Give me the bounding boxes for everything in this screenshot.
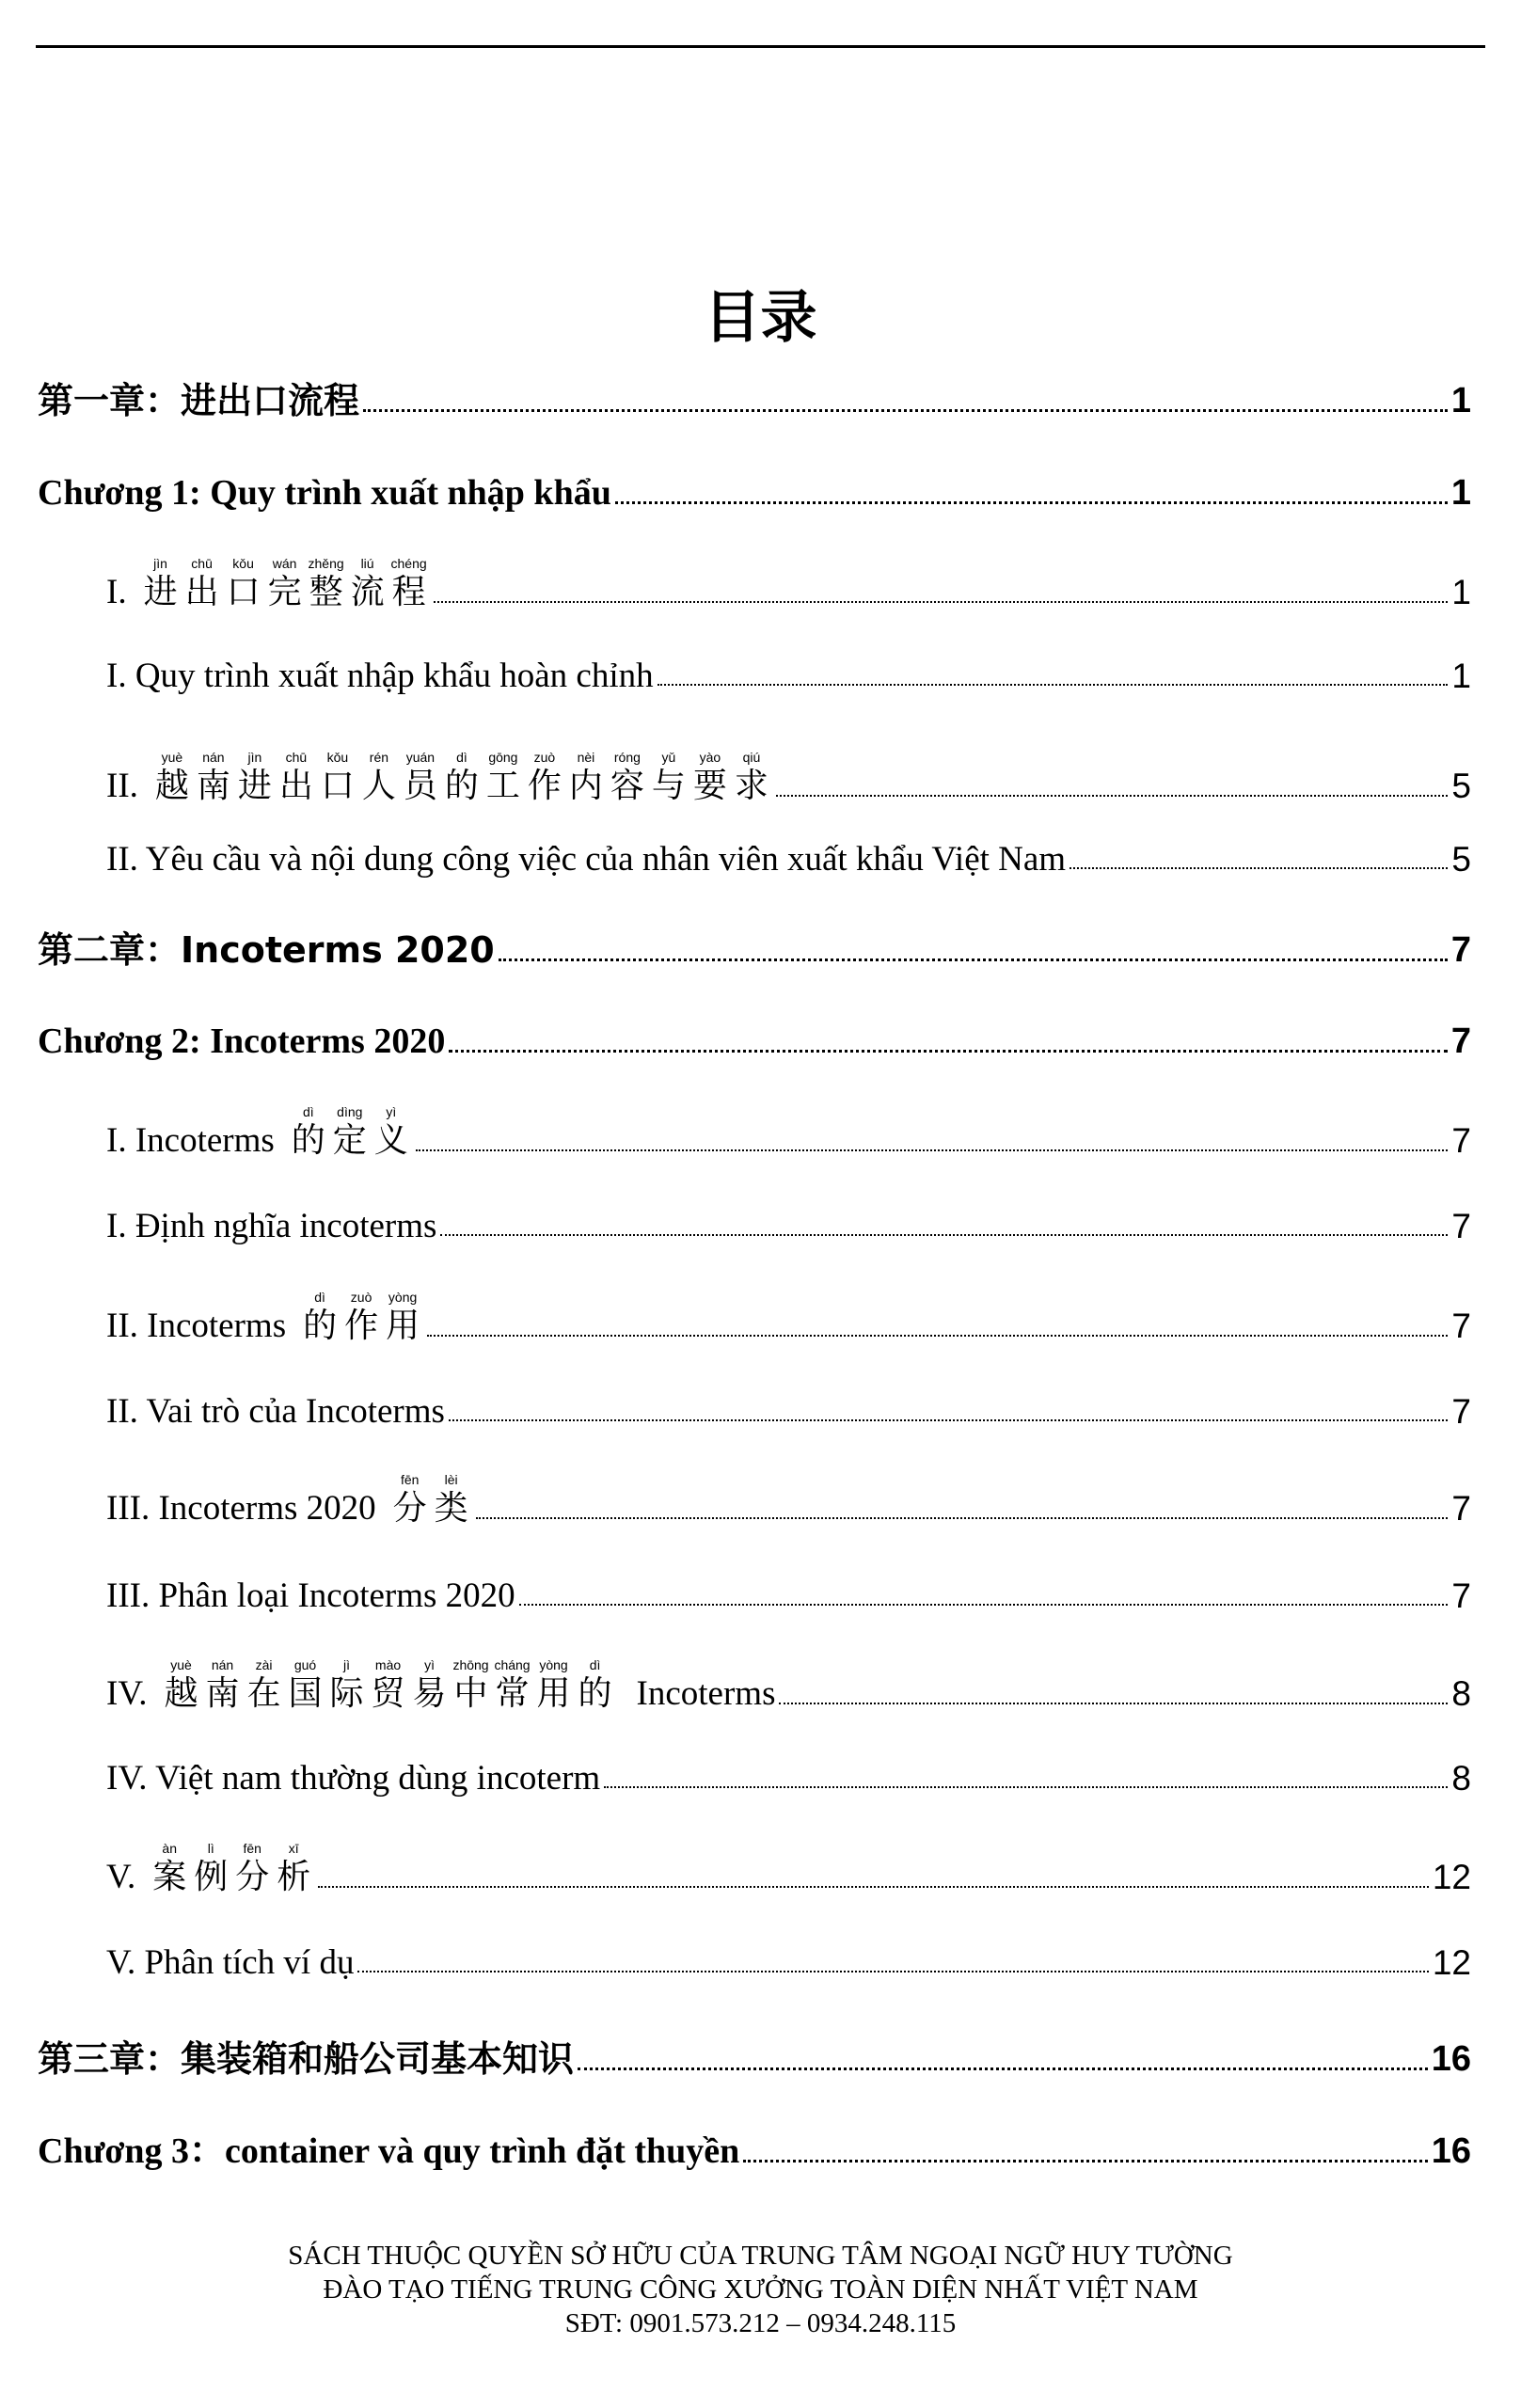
chinese-character: 易 xyxy=(412,1674,447,1713)
annotated-character xyxy=(264,555,306,613)
pinyin: kǒu xyxy=(232,556,254,571)
toc-entry-text xyxy=(106,749,772,807)
footer xyxy=(0,2239,1521,2340)
chinese-character: 作 xyxy=(527,767,562,805)
pinyin-annotated-chinese xyxy=(389,1471,472,1529)
toc-entry[interactable] xyxy=(106,540,1471,613)
pinyin: dì xyxy=(302,1104,314,1119)
chinese-character: 程 xyxy=(391,573,426,611)
pinyin: zhěng xyxy=(308,556,344,571)
chinese-character: 的 xyxy=(444,767,479,805)
annotated-character xyxy=(347,555,388,613)
chinese-character: 类 xyxy=(434,1489,468,1528)
annotated-character xyxy=(382,1289,423,1347)
annotated-character xyxy=(149,1840,190,1898)
pinyin: xī xyxy=(288,1841,299,1856)
annotated-character xyxy=(306,555,347,613)
toc-entry-text: IV. Việt nam thường dùng incoterm xyxy=(106,1759,601,1798)
dot-leader xyxy=(357,1971,1428,1972)
chinese-character: 分 xyxy=(235,1858,270,1896)
chinese-character: 人 xyxy=(361,767,396,805)
toc-page-number: 7 xyxy=(1450,1022,1471,1062)
pinyin-annotated-chinese xyxy=(149,1840,314,1898)
toc-entry-text: II. Yêu cầu và nội dung công việc của nhân viên xuất khẩu Việt Nam xyxy=(106,840,1067,879)
pinyin: yòng xyxy=(388,1290,418,1305)
chinese-character: 贸 xyxy=(371,1674,405,1713)
pinyin: nán xyxy=(202,750,225,765)
toc-page-number: 1 xyxy=(1450,473,1471,514)
toc-page-number: 7 xyxy=(1451,1489,1471,1528)
toc-page-number: 7 xyxy=(1451,1121,1471,1160)
chinese-character: 内 xyxy=(568,767,603,805)
pinyin: zhōng xyxy=(452,1657,489,1672)
chinese-character: 出 xyxy=(278,767,313,805)
chinese-character: 的 xyxy=(578,1674,612,1713)
dot-leader xyxy=(779,1703,1448,1704)
annotated-character xyxy=(451,1656,492,1715)
chinese-character: 定 xyxy=(332,1121,367,1160)
pinyin: guó xyxy=(293,1657,317,1672)
toc-entry[interactable] xyxy=(106,1641,1471,1715)
chinese-character: 在 xyxy=(246,1674,281,1713)
pinyin-annotated-chinese xyxy=(288,1103,412,1162)
annotated-character xyxy=(565,749,607,807)
annotated-character xyxy=(234,749,276,807)
toc-page-number: 7 xyxy=(1451,1207,1471,1246)
footer-line: SÁCH THUỘC QUYỀN SỞ HỮU CỦA TRUNG TÂM NGOẠI NGỮ HUY TƯỜNG xyxy=(288,2241,1233,2271)
annotated-character xyxy=(388,555,430,613)
chinese-character: 案 xyxy=(152,1858,187,1896)
dot-leader xyxy=(604,1786,1448,1788)
footer-line: SĐT: 0901.573.212 – 0934.248.115 xyxy=(564,2308,957,2338)
annotated-character xyxy=(317,749,358,807)
pinyin: chéng xyxy=(390,556,427,571)
footer-line: ĐÀO TẠO TIẾNG TRUNG CÔNG XƯỞNG TOÀN DIỆN NHẤT VIỆT NAM xyxy=(323,2274,1198,2305)
pinyin: wán xyxy=(272,556,297,571)
toc-entry[interactable] xyxy=(38,924,1471,971)
chinese-character: 中 xyxy=(453,1674,488,1713)
pinyin: yuè xyxy=(161,750,183,765)
annotated-character xyxy=(441,749,483,807)
chinese-character: 南 xyxy=(205,1674,240,1713)
pinyin: zuò xyxy=(350,1290,372,1305)
annotated-character xyxy=(202,1656,244,1715)
toc-entry[interactable] xyxy=(38,2125,1471,2172)
pinyin: rén xyxy=(369,750,389,765)
toc-entry[interactable] xyxy=(106,1274,1471,1347)
chinese-character: 用 xyxy=(536,1674,571,1713)
pinyin: jì xyxy=(343,1657,351,1672)
chinese-character: 口 xyxy=(320,767,355,805)
annotated-character xyxy=(276,749,317,807)
chinese-character: 作 xyxy=(344,1307,379,1345)
pinyin: kǒu xyxy=(326,750,349,765)
toc-page-number: 1 xyxy=(1450,381,1471,421)
pinyin: chū xyxy=(191,556,213,571)
chinese-character: 与 xyxy=(651,767,686,805)
header-rule xyxy=(36,45,1485,48)
chinese-character: 进 xyxy=(237,767,272,805)
toc-entry-text: I. Quy trình xuất nhập khẩu hoàn chỉnh xyxy=(106,657,654,696)
toc-entry[interactable] xyxy=(106,1569,1471,1616)
toc-entry[interactable] xyxy=(106,649,1471,696)
toc-page-number: 16 xyxy=(1431,2039,1471,2080)
annotated-character xyxy=(244,1656,285,1715)
chinese-character: 出 xyxy=(184,573,219,611)
chinese-character: 义 xyxy=(373,1121,408,1160)
pinyin: róng xyxy=(613,750,641,765)
chinese-character: 进 xyxy=(143,573,178,611)
pinyin: nán xyxy=(211,1657,234,1672)
annotated-character xyxy=(285,1656,326,1715)
annotated-character xyxy=(299,1289,341,1347)
pinyin: jìn xyxy=(247,750,262,765)
pinyin-annotated-chinese xyxy=(151,749,772,807)
annotated-character xyxy=(161,1656,202,1715)
annotated-character xyxy=(431,1471,472,1529)
toc-page-number: 1 xyxy=(1451,657,1471,696)
pinyin: mào xyxy=(374,1657,402,1672)
annotated-character xyxy=(140,555,182,613)
pinyin: dì xyxy=(456,750,467,765)
toc-entry-text: II. Vai trò của Incoterms xyxy=(106,1392,445,1432)
annotated-character xyxy=(368,1656,409,1715)
annotated-character xyxy=(329,1103,371,1162)
chinese-character: 例 xyxy=(194,1858,229,1896)
toc-entry[interactable] xyxy=(38,1015,1471,1062)
toc-entry[interactable] xyxy=(106,1751,1471,1798)
toc-entry-text xyxy=(106,1289,423,1347)
toc-entry-prefix: V. xyxy=(106,1858,136,1896)
chinese-character: 求 xyxy=(734,767,768,805)
pinyin-annotated-chinese xyxy=(140,555,430,613)
toc-entry[interactable] xyxy=(106,832,1471,879)
pinyin: fēn xyxy=(243,1841,261,1856)
dot-leader xyxy=(519,1604,1449,1606)
chinese-character: 工 xyxy=(485,767,520,805)
toc-page-number: 7 xyxy=(1451,1392,1471,1432)
chinese-character: 完 xyxy=(267,573,302,611)
pinyin: yòng xyxy=(539,1657,568,1672)
toc-page-number: 8 xyxy=(1451,1674,1471,1713)
pinyin: liú xyxy=(360,556,374,571)
pinyin: dì xyxy=(589,1657,601,1672)
dot-leader xyxy=(363,409,1448,412)
pinyin: yì xyxy=(424,1657,435,1672)
annotated-character xyxy=(273,1840,314,1898)
annotated-character xyxy=(151,749,193,807)
annotated-character xyxy=(689,749,731,807)
dot-leader xyxy=(440,1234,1448,1236)
toc-entry-prefix: I. Incoterms xyxy=(106,1121,275,1160)
toc-page-number: 5 xyxy=(1451,767,1471,805)
pinyin: zài xyxy=(255,1657,273,1672)
chinese-character: 容 xyxy=(610,767,644,805)
dot-leader xyxy=(427,1335,1448,1337)
chinese-character: 际 xyxy=(329,1674,364,1713)
toc-entry-text xyxy=(106,1840,314,1898)
toc-page-number: 12 xyxy=(1432,1858,1471,1896)
chinese-character: 析 xyxy=(277,1858,311,1896)
toc-page-number: 12 xyxy=(1432,1943,1471,1983)
annotated-character xyxy=(492,1656,533,1715)
toc-page-number: 1 xyxy=(1451,573,1471,611)
dot-leader xyxy=(449,1050,1448,1053)
pinyin: yì xyxy=(386,1104,397,1119)
annotated-character xyxy=(288,1103,329,1162)
toc-entry[interactable] xyxy=(38,2033,1471,2080)
pinyin: qiú xyxy=(742,750,761,765)
dot-leader xyxy=(318,1886,1429,1888)
chinese-character: 分 xyxy=(392,1489,427,1528)
toc-entry-prefix: II. xyxy=(106,767,138,805)
chinese-character: 整 xyxy=(309,573,343,611)
dot-leader xyxy=(615,501,1448,504)
dot-leader xyxy=(1069,867,1448,869)
chinese-character: 用 xyxy=(386,1307,420,1345)
toc-entry-text: Chương 2: Incoterms 2020 xyxy=(38,1022,446,1062)
annotated-character xyxy=(223,555,264,613)
toc-entry[interactable] xyxy=(38,467,1471,514)
toc-page-number: 7 xyxy=(1451,1307,1471,1345)
toc-entry-prefix: IV. xyxy=(106,1674,148,1713)
pinyin: jìn xyxy=(153,556,167,571)
page-title: 目录 xyxy=(704,285,817,351)
toc-entry-text xyxy=(106,1471,472,1529)
toc-entry-text: 第一章：进出口流程 xyxy=(38,380,360,422)
pinyin: yǔ xyxy=(661,750,676,765)
toc-page-number: 8 xyxy=(1451,1759,1471,1798)
annotated-character xyxy=(400,749,441,807)
annotated-character xyxy=(231,1840,273,1898)
toc-entry-prefix: I. xyxy=(106,573,127,611)
toc-entry-text: 第三章：集装箱和船公司基本知识 xyxy=(38,2038,575,2081)
pinyin-annotated-chinese xyxy=(161,1656,616,1715)
annotated-character xyxy=(409,1656,451,1715)
annotated-character xyxy=(341,1289,382,1347)
annotated-character xyxy=(607,749,648,807)
chinese-character: 流 xyxy=(350,573,385,611)
toc-entry[interactable] xyxy=(106,734,1471,807)
toc-entry[interactable] xyxy=(106,1936,1471,1983)
chinese-character: 的 xyxy=(303,1307,338,1345)
toc-entry-text: Chương 1: Quy trình xuất nhập khẩu xyxy=(38,473,611,514)
dot-leader xyxy=(578,2067,1428,2070)
chinese-character: 要 xyxy=(692,767,727,805)
chinese-character: 员 xyxy=(403,767,437,805)
toc-entry-text: Chương 3：container và quy trình đặt thuyền xyxy=(38,2131,740,2172)
pinyin: zuò xyxy=(533,750,556,765)
pinyin: cháng xyxy=(494,1657,531,1672)
toc-entry-prefix: II. Incoterms xyxy=(106,1307,287,1345)
pinyin: lèi xyxy=(444,1472,458,1487)
annotated-character xyxy=(326,1656,368,1715)
annotated-character xyxy=(483,749,524,807)
toc-entry[interactable] xyxy=(38,374,1471,421)
toc-entry[interactable] xyxy=(106,1088,1471,1162)
dot-leader xyxy=(476,1517,1449,1519)
chinese-character: 南 xyxy=(196,767,230,805)
pinyin: fēn xyxy=(400,1472,420,1487)
annotated-character xyxy=(575,1656,616,1715)
annotated-character xyxy=(371,1103,412,1162)
pinyin: lì xyxy=(207,1841,214,1856)
chinese-character: 越 xyxy=(164,1674,198,1713)
toc-entry-text xyxy=(106,1103,412,1162)
annotated-character xyxy=(358,749,400,807)
toc-entry[interactable] xyxy=(106,1825,1471,1898)
pinyin: àn xyxy=(162,1841,177,1856)
toc-entry[interactable] xyxy=(106,1199,1471,1246)
annotated-character xyxy=(193,749,234,807)
annotated-character xyxy=(524,749,565,807)
dot-leader xyxy=(743,2160,1427,2162)
pinyin: yuán xyxy=(405,750,436,765)
dot-leader xyxy=(658,684,1449,686)
toc-entry-suffix: Incoterms xyxy=(636,1674,776,1713)
toc-page-number: 7 xyxy=(1451,1576,1471,1616)
annotated-character xyxy=(190,1840,231,1898)
toc-entry-text xyxy=(106,1656,775,1715)
dot-leader xyxy=(416,1149,1449,1151)
toc-page-number: 7 xyxy=(1450,930,1471,971)
annotated-character xyxy=(533,1656,575,1715)
toc-entry-text: III. Phân loại Incoterms 2020 xyxy=(106,1576,515,1616)
toc-entry[interactable] xyxy=(106,1456,1471,1529)
dot-leader xyxy=(449,1419,1448,1421)
dot-leader xyxy=(434,601,1449,603)
toc-entry[interactable] xyxy=(106,1385,1471,1432)
annotated-character xyxy=(389,1471,431,1529)
pinyin: gōng xyxy=(488,750,518,765)
pinyin: yào xyxy=(699,750,721,765)
dot-leader xyxy=(499,958,1448,961)
toc-entry-text: V. Phân tích ví dụ xyxy=(106,1943,355,1983)
annotated-character xyxy=(648,749,689,807)
pinyin: chū xyxy=(285,750,308,765)
pinyin: nèi xyxy=(577,750,595,765)
annotated-character xyxy=(731,749,772,807)
pinyin: dìng xyxy=(337,1104,363,1119)
chinese-character: 越 xyxy=(154,767,189,805)
annotated-character xyxy=(182,555,223,613)
chinese-character: 常 xyxy=(495,1674,530,1713)
toc-page-number: 16 xyxy=(1431,2131,1471,2172)
toc-entry-text: I. Định nghĩa incoterms xyxy=(106,1207,437,1246)
toc-entry-text xyxy=(106,555,430,613)
chinese-character: 的 xyxy=(291,1121,325,1160)
pinyin: dì xyxy=(314,1290,325,1305)
toc-entry-text: 第二章：Incoterms 2020 xyxy=(38,929,495,972)
toc-page-number: 5 xyxy=(1451,840,1471,879)
dot-leader xyxy=(776,795,1449,797)
toc-entry-prefix: III. Incoterms 2020 xyxy=(106,1489,376,1528)
pinyin: yuè xyxy=(170,1657,192,1672)
chinese-character: 国 xyxy=(288,1674,323,1713)
chinese-character: 口 xyxy=(226,573,261,611)
pinyin-annotated-chinese xyxy=(299,1289,423,1347)
